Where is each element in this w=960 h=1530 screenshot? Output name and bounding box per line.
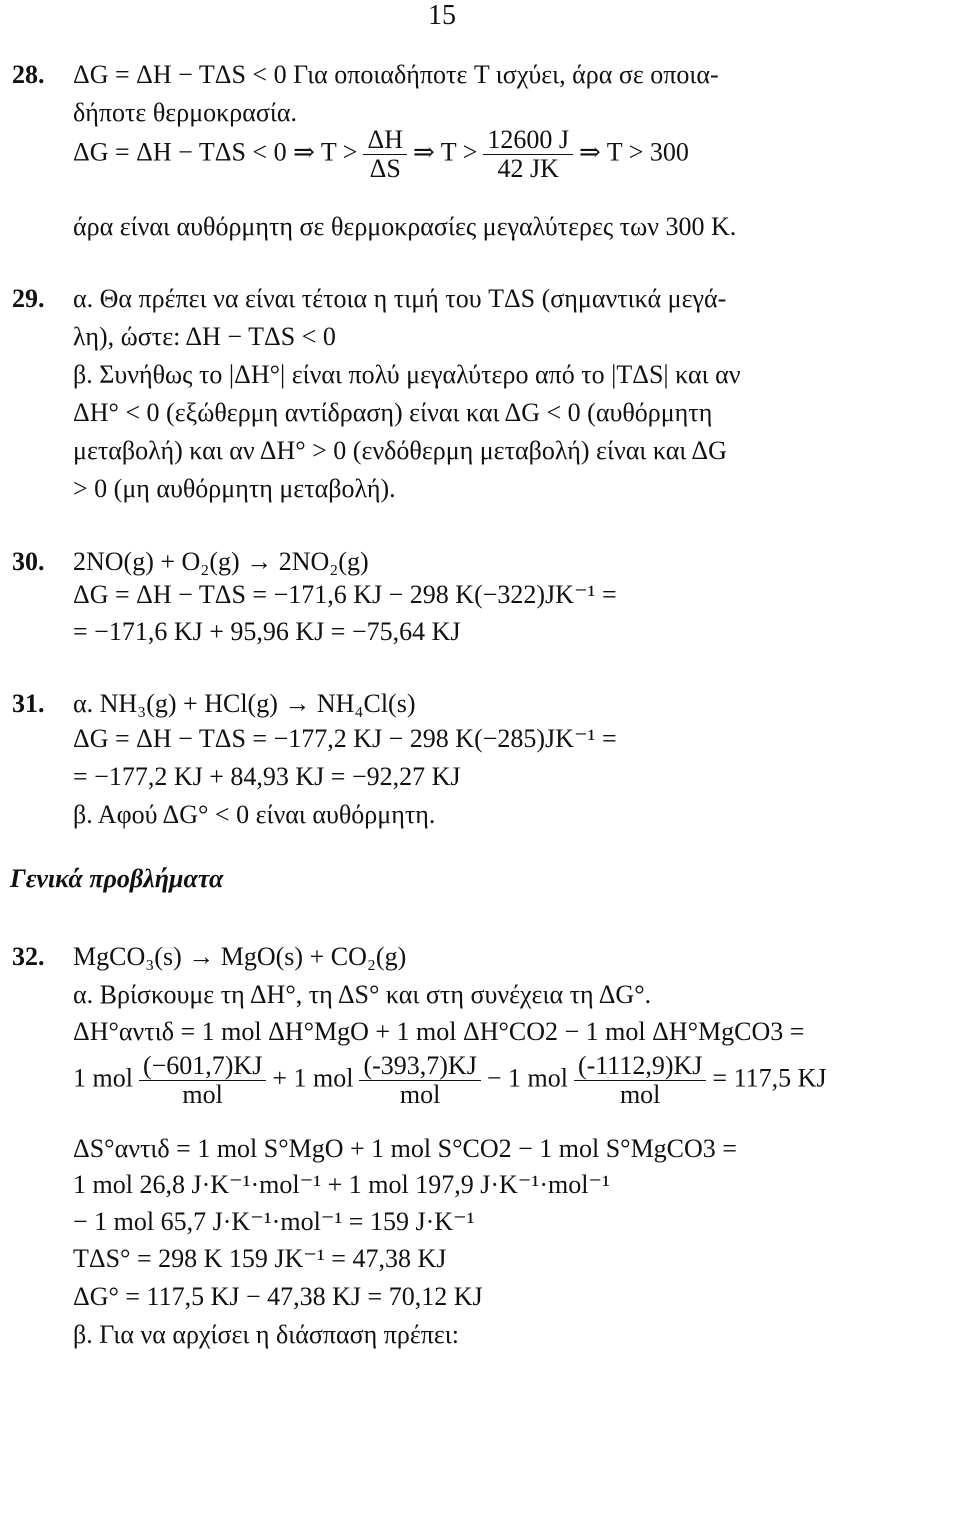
p29-line-6: > 0 (μη αυθόρμητη μεταβολή). [73,474,396,503]
problem-number-31: 31. [12,689,45,718]
p28-line-1: ΔG = ΔH − TΔS < 0 Για οποιαδήποτε T ισχύει, άρα σε οποια- [73,60,719,89]
p28-line-4: άρα είναι αυθόρμητη σε θερμοκρασίες μεγαλύτερες των 300 K. [73,212,737,241]
fraction-result: = 117,5 KJ [712,1063,827,1093]
fraction-denominator: 42 JK [497,154,559,183]
p31-line-4: β. Αφού ΔG° < 0 είναι αυθόρμητη. [73,800,436,829]
p28-eq-start: ΔG = ΔH − TΔS < 0 ⇒ T > [73,137,358,167]
p32-line-1: MgCO₃(s) → MgO(s) + CO₂(g) [73,942,407,971]
p29-line-1: α. Θα πρέπει να είναι τέτοια η τιμή του TΔS (σημαντικά μεγά- [73,284,727,313]
p30-line-3: = −171,6 KJ + 95,96 KJ = −75,64 KJ [73,617,461,646]
p29-line-2: λη), ώστε: ΔH − TΔS < 0 [73,322,336,351]
fraction-numerator: (-1112,9)KJ [574,1052,706,1081]
fraction-prefix: + 1 mol [272,1063,354,1093]
p29-line-4: ΔH° < 0 (εξώθερμη αντίδραση) είναι και ΔG < 0 (αυθόρμητη [73,398,713,427]
problem-number-29: 29. [12,284,45,313]
fraction-denominator: mol [182,1080,223,1109]
p32-line-8: TΔS° = 298 K 159 JK⁻¹ = 47,38 KJ [73,1244,447,1273]
problem-number-30: 30. [12,547,45,576]
p32-line-10: β. Για να αρχίσει η διάσπαση πρέπει: [73,1320,460,1349]
fraction-numerator: (-393,7)KJ [359,1052,480,1081]
fraction-mgo [139,1052,266,1109]
p32-line-7: − 1 mol 65,7 J·K⁻¹·mol⁻¹ = 159 J·K⁻¹ [73,1207,475,1236]
fraction-numerator: (−601,7)KJ [139,1052,266,1081]
fraction-mgco3 [574,1052,706,1109]
fraction-co2 [359,1052,480,1109]
fraction-numerator: 12600 J [483,126,573,155]
fraction-dh-ds [363,126,407,183]
p29-line-5: μεταβολή) και αν ΔH° > 0 (ενδόθερμη μεταβολή) είναι και ΔG [73,436,727,465]
problem-number-28: 28. [12,60,45,89]
p32-line-2: α. Βρίσκουμε τη ΔH°, τη ΔS° και στη συνέχεια τη ΔG°. [73,980,652,1009]
p29-line-3: β. Συνήθως το |ΔH°| είναι πολύ μεγαλύτερο από το |TΔS| και αν [73,360,741,389]
p28-eq-mid: ⇒ T > [412,137,478,167]
p28-equation [73,126,689,183]
p32-line-5: ΔS°αντιδ = 1 mol S°MgO + 1 mol S°CO2 − 1 mol S°MgCO3 = [73,1134,737,1163]
p32-line-3: ΔH°αντιδ = 1 mol ΔH°MgO + 1 mol ΔH°CO2 − 1 mol ΔH°MgCO3 = [73,1017,805,1046]
p28-line-2: δήποτε θερμοκρασία. [73,98,297,127]
p30-line-1: 2NO(g) + O₂(g) → 2NO₂(g) [73,547,369,576]
fraction-prefix: 1 mol [73,1063,133,1093]
p32-line-9: ΔG° = 117,5 KJ − 47,38 KJ = 70,12 KJ [73,1282,483,1311]
p31-line-1: α. NH₃(g) + HCl(g) → NH₄Cl(s) [73,689,416,718]
fraction-numerator: ΔH [363,126,407,155]
fraction-denominator: mol [399,1080,441,1109]
p31-line-2: ΔG = ΔH − TΔS = −177,2 KJ − 298 K(−285)JK⁻¹ = [73,724,617,753]
problem-number-32: 32. [12,942,45,971]
p31-line-3: = −177,2 KJ + 84,93 KJ = −92,27 KJ [73,762,461,791]
page-number: 15 [428,0,456,31]
p32-line-6: 1 mol 26,8 J·K⁻¹·mol⁻¹ + 1 mol 197,9 J·K⁻¹·mol⁻¹ [73,1170,610,1199]
fraction-denominator: ΔS [369,154,401,183]
fraction-prefix: − 1 mol [486,1063,568,1093]
p32-fraction-equation [73,1052,827,1109]
p28-eq-end: ⇒ T > 300 [578,137,689,167]
fraction-denominator: mol [619,1080,661,1109]
fraction-values [483,126,573,183]
section-heading: Γενικά προβλήματα [10,864,224,893]
p30-line-2: ΔG = ΔH − TΔS = −171,6 KJ − 298 K(−322)JK⁻¹ = [73,580,617,609]
